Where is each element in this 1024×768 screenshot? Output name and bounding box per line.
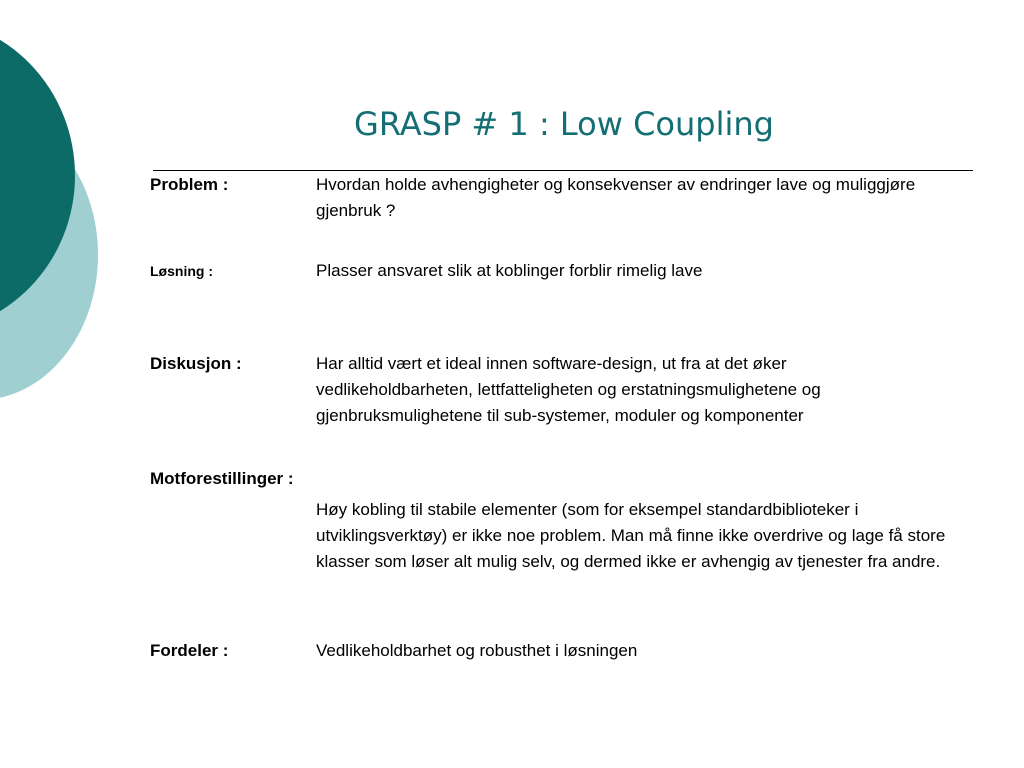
motforestillinger-label: Motforestillinger : — [150, 469, 294, 488]
fordeler-label: Fordeler : — [150, 641, 229, 660]
slide-title: GRASP # 1 : Low Coupling — [354, 105, 774, 143]
diskusjon-label: Diskusjon : — [150, 354, 242, 373]
title-divider — [153, 170, 973, 171]
diskusjon-text: Har alltid vært et ideal innen software-design, ut fra at det øker vedlikeholdbarheten, lettfatteligheten og erstatningsmulighetene og gjenbruksmulighetene til sub-systemer, moduler og komponenter — [316, 354, 821, 425]
losning-label: Løsning : — [150, 263, 213, 279]
losning-text: Plasser ansvaret slik at koblinger forblir rimelig lave — [316, 261, 703, 280]
problem-text: Hvordan holde avhengigheter og konsekvenser av endringer lave og muliggjøre gjenbruk ? — [316, 175, 916, 220]
problem-label: Problem : — [150, 175, 229, 194]
motforestillinger-text: Høy kobling til stabile elementer (som for eksempel standardbiblioteker i utviklingsverktøy) er ikke noe problem. Man må finne ikke overdrive og lage få store klasser som løser alt mulig selv, og dermed ikke er avhengig av tjenester fra andre. — [316, 500, 946, 571]
fordeler-text: Vedlikeholdbarhet og robusthet i løsningen — [316, 641, 638, 660]
